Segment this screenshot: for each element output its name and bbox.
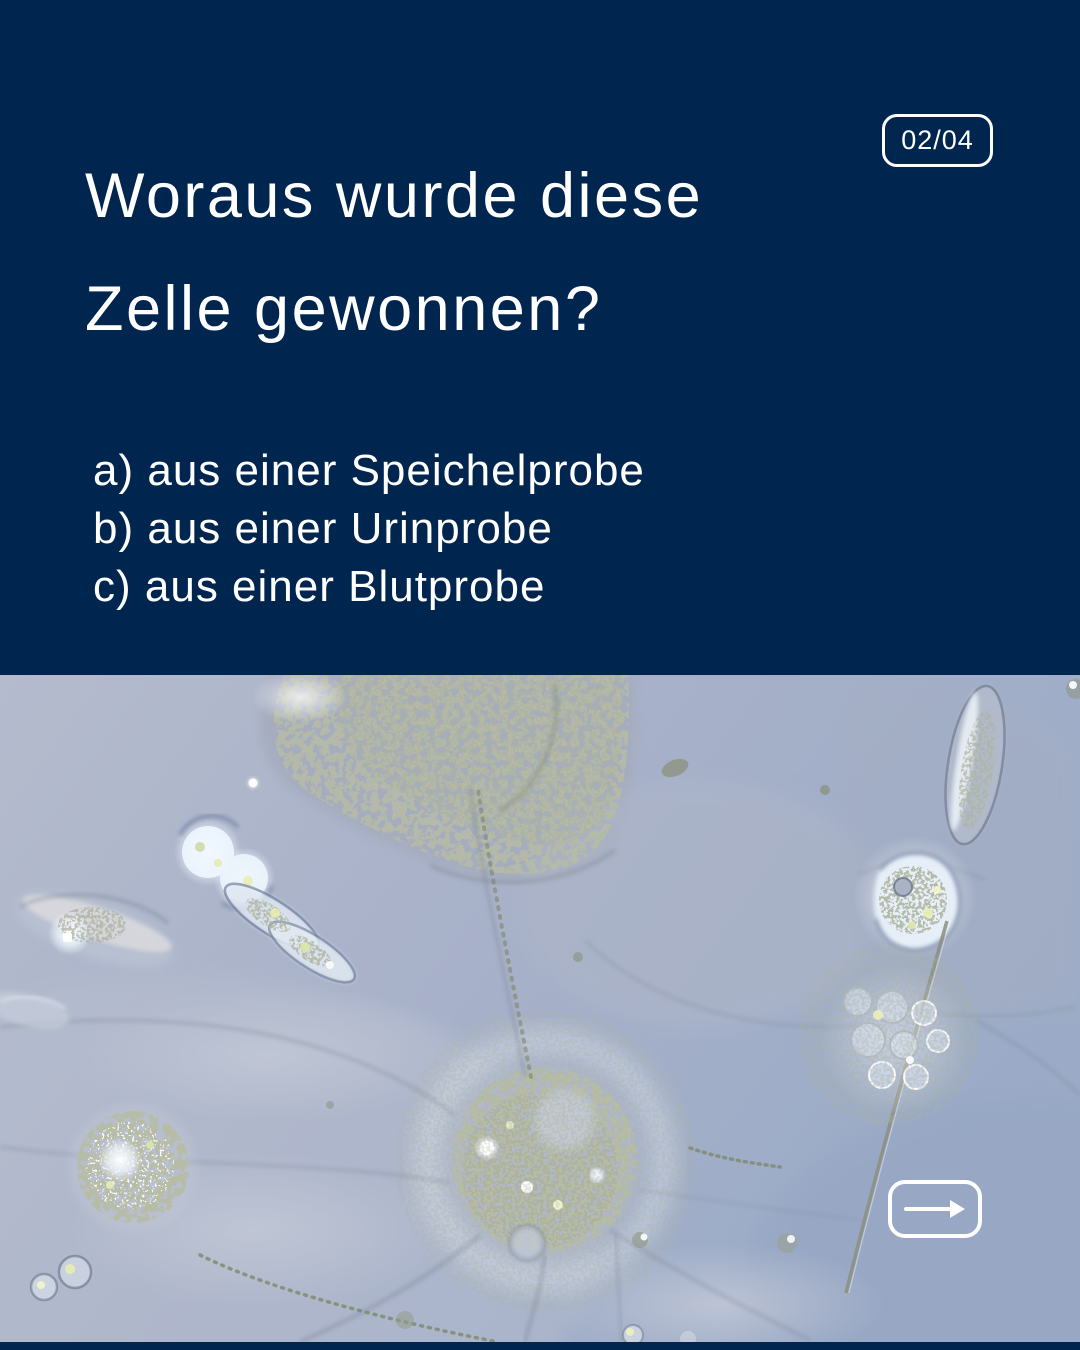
answer-option-b: b) aus einer Urinprobe (93, 504, 553, 553)
vesicle-cluster (799, 945, 979, 1125)
micrograph-illustration (0, 675, 1080, 1342)
next-button[interactable] (888, 1180, 982, 1238)
micrograph-image (0, 675, 1080, 1342)
answer-options (93, 442, 645, 616)
question-title-line-2: Zelle gewonnen? (85, 274, 603, 344)
answer-option-c: c) aus einer Blutprobe (93, 562, 546, 611)
bottom-bar (0, 1342, 1080, 1350)
page-counter-badge (882, 114, 993, 167)
question-title-line-1: Woraus wurde diese (85, 161, 704, 231)
answer-option-a: a) aus einer Speichelprobe (93, 446, 645, 495)
arrow-right-icon (904, 1198, 966, 1220)
page-counter-label: 02/04 (901, 125, 974, 155)
